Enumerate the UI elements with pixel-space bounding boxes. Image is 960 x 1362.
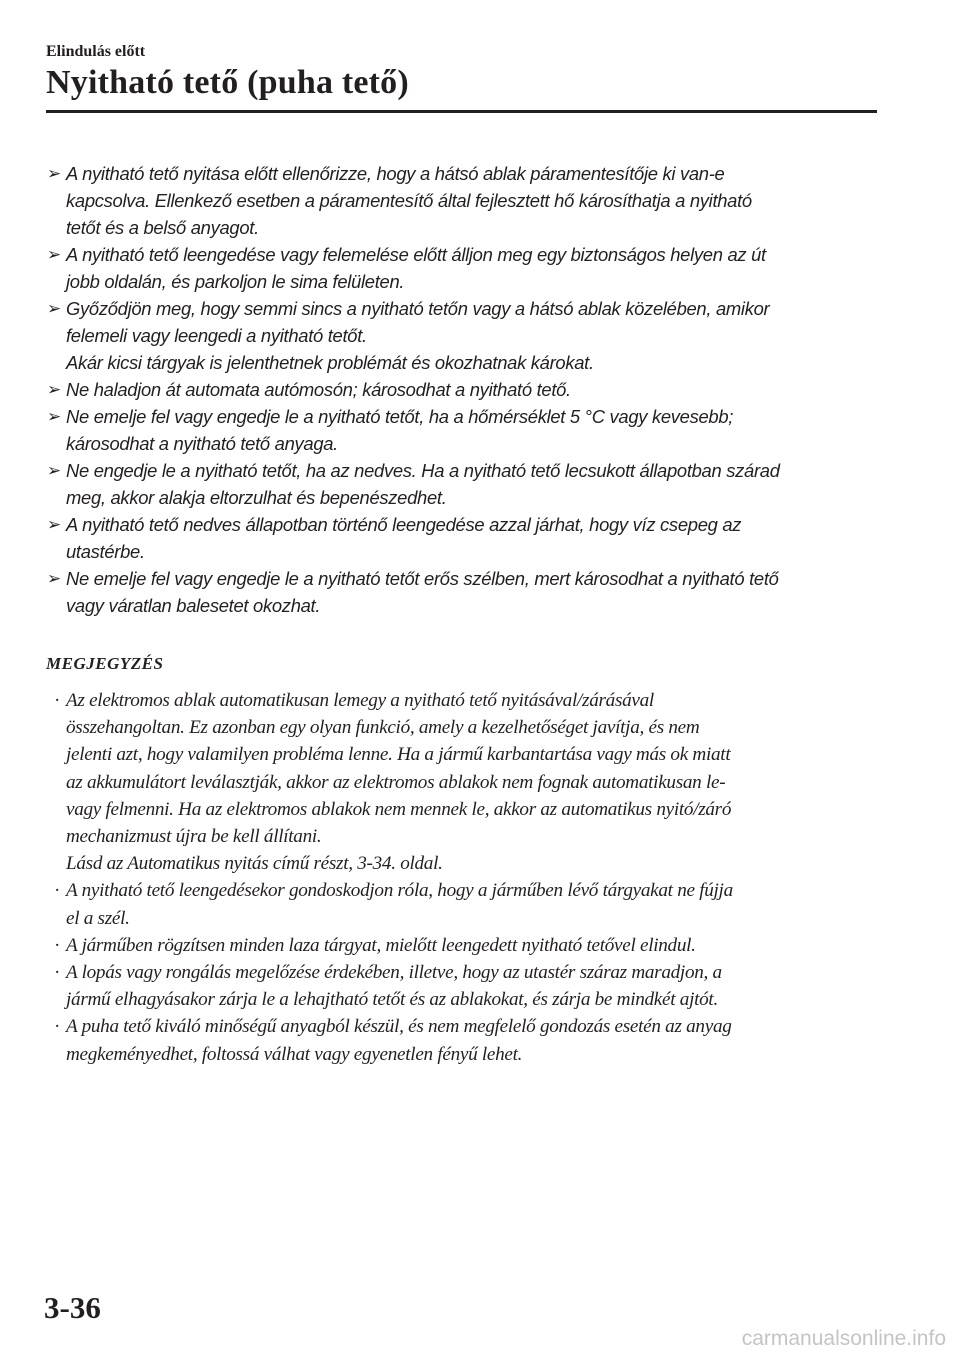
bullet-dot-icon: ·: [54, 690, 61, 711]
caution-item: [46, 457, 876, 511]
text-line: Ne haladjon át automata autómosón; károsodhat a nyitható tető.: [66, 379, 571, 400]
text-line: tetőt és a belső anyagot.: [66, 217, 259, 238]
text-line: A lopás vagy rongálás megelőzése érdekében, illetve, hogy az utastér száraz maradjon, a: [66, 962, 722, 984]
note-item: [46, 959, 876, 1013]
text-line: A nyitható tető leengedése vagy felemelése előtt álljon meg egy biztonságos helyen az út: [66, 244, 766, 265]
note-item: [46, 687, 876, 877]
text-line: vagy felmenni. Ha az elektromos ablakok nem mennek le, akkor az automatikus nyitó/záró: [66, 798, 732, 820]
text-line: jobb oldalán, és parkoljon le sima felületen.: [66, 271, 405, 292]
text-line: Ne emelje fel vagy engedje le a nyitható tetőt, ha a hőmérséklet 5 °C vagy kevesebb;: [66, 406, 734, 427]
arrow-right-icon: ➢: [47, 380, 61, 399]
text-line: A puha tető kiváló minőségű anyagból készül, és nem megfelelő gondozás esetén az anyag: [66, 1016, 732, 1038]
text-line: mechanizmust újra be kell állítani.: [66, 826, 322, 848]
note-item: [46, 1013, 876, 1067]
text-line: megkeményedhet, foltossá válhat vagy egyenetlen fényű lehet.: [66, 1043, 523, 1065]
caution-item: [46, 511, 876, 565]
arrow-right-icon: ➢: [47, 461, 61, 480]
text-line: Ne engedje le a nyitható tetőt, ha az nedves. Ha a nyitható tető lecsukott állapotban szárad: [66, 460, 780, 481]
caution-item: [46, 565, 876, 619]
text-line: károsodhat a nyitható tető anyaga.: [66, 433, 338, 454]
bullet-dot-icon: ·: [54, 962, 61, 984]
arrow-right-icon: ➢: [47, 407, 61, 426]
text-line: A nyitható tető nyitása előtt ellenőrizze, hogy a hátsó ablak páramentesítője ki van-e: [66, 163, 725, 184]
caution-item: [46, 295, 876, 376]
text-line: jármű elhagyásakor zárja le a lehajtható tetőt és az ablakokat, és zárja be mindkét ajtót.: [66, 989, 718, 1011]
text-line: Győződjön meg, hogy semmi sincs a nyitható tetőn vagy a hátsó ablak közelében, amikor: [66, 298, 770, 319]
bullet-dot-icon: ·: [54, 934, 61, 956]
text-line: felemeli vagy leengedi a nyitható tetőt.: [66, 325, 367, 346]
note-item: [46, 932, 876, 959]
text-line: az akkumulátort leválasztják, akkor az elektromos ablakok nem fognak automatikusan le-: [66, 771, 726, 793]
text-line: kapcsolva. Ellenkező esetben a páramentesítő által fejlesztett hő károsíthatja a nyitható: [66, 190, 752, 211]
arrow-right-icon: ➢: [47, 164, 61, 183]
text-line: A nyitható tető nedves állapotban történő leengedése azzal járhat, hogy víz csepeg az: [66, 514, 742, 535]
bullet-dot-icon: ·: [54, 880, 61, 902]
text-line: Lásd az Automatikus nyitás című részt, 3-34. oldal.: [66, 853, 443, 875]
text-line: Akár kicsi tárgyak is jelenthetnek problémát és okozhatnak károkat.: [66, 352, 594, 373]
text-line: A nyitható tető leengedésekor gondoskodjon róla, hogy a járműben lévő tárgyakat ne fújja: [66, 880, 733, 902]
caution-item: [46, 241, 876, 295]
text-line: Az elektromos ablak automatikusan lemegy a nyitható tető nyitásával/zárásával: [66, 690, 654, 711]
text-line: jelenti azt, hogy valamilyen probléma lenne. Ha a jármű karbantartása vagy más ok miatt: [66, 744, 731, 766]
text-line: A járműben rögzítsen minden laza tárgyat, mielőtt leengedett nyitható tetővel elindul.: [66, 934, 696, 956]
text-line: összehangoltan. Ez azonban egy olyan funkció, amely a kezelhetőséget javítja, és nem: [66, 717, 700, 739]
page-number: 3-36: [44, 1290, 101, 1325]
arrow-right-icon: ➢: [47, 299, 61, 318]
text-line: el a szél.: [66, 907, 130, 929]
text-line: Ne emelje fel vagy engedje le a nyitható tetőt erős szélben, mert károsodhat a nyitható tető: [66, 568, 779, 589]
arrow-right-icon: ➢: [47, 245, 61, 264]
caution-list: [46, 160, 876, 619]
text-line: vagy váratlan balesetet okozhat.: [66, 595, 321, 616]
page-title: Nyitható tető (puha tető): [46, 64, 409, 101]
note-list: [46, 687, 876, 1068]
bullet-dot-icon: ·: [54, 1016, 61, 1038]
text-line: meg, akkor alakja eltorzulhat és bepenészedhet.: [66, 487, 447, 508]
caution-item: [46, 160, 876, 241]
text-line: utastérbe.: [66, 541, 145, 562]
arrow-right-icon: ➢: [47, 569, 61, 588]
note-heading: MEGJEGYZÉS: [46, 654, 164, 673]
note-item: [46, 877, 876, 931]
arrow-right-icon: ➢: [47, 515, 61, 534]
watermark-link[interactable]: carmanualsonline.info: [741, 1327, 946, 1350]
caution-item: [46, 376, 876, 403]
section-label: Elindulás előtt: [46, 43, 146, 60]
title-rule: [46, 110, 877, 113]
caution-item: [46, 403, 876, 457]
